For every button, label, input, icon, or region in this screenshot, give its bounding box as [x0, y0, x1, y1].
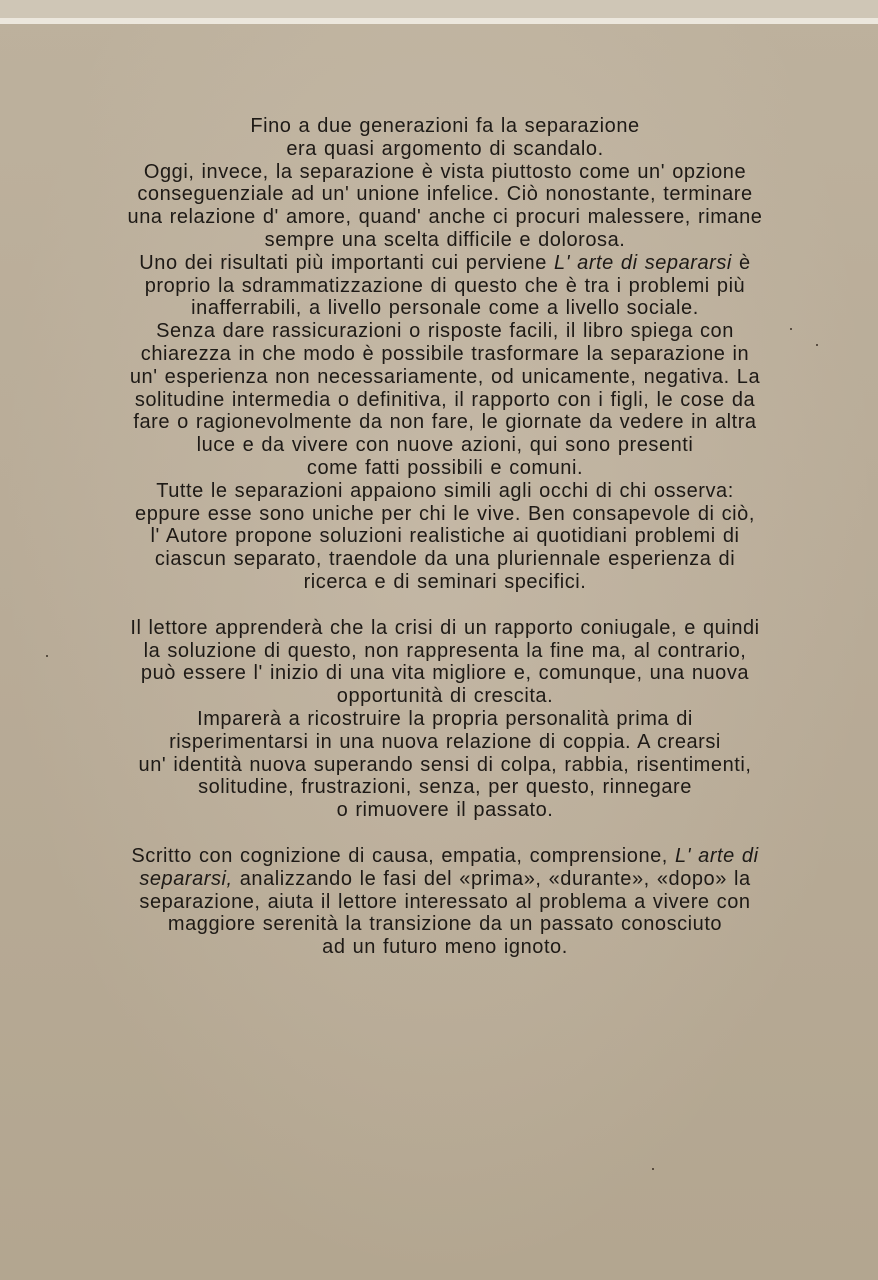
text-fragment: Uno dei risultati più importanti cui perviene: [139, 251, 555, 274]
text-line: opportunità di crescita.: [336, 685, 554, 708]
print-speck: [652, 1168, 654, 1170]
paragraph-gap: [100, 594, 790, 617]
text-line: separazione, aiuta il lettore interessato al problema a vivere con: [139, 890, 751, 913]
text-line: ricerca e di seminari specifici.: [303, 570, 587, 593]
text-line: o rimuovere il passato.: [336, 799, 554, 822]
print-speck: [46, 655, 48, 657]
text-line: proprio la sdrammatizzazione di questo che è tra i problemi più: [144, 274, 746, 297]
text-line: solitudine intermedia o definitiva, il rapporto con i figli, le cose da: [134, 388, 756, 411]
text-fragment: analizzando le fasi del «prima», «durante», «dopo» la: [232, 867, 751, 890]
text-line: Imparerà a ricostruire la propria personalità prima di: [197, 707, 693, 730]
top-white-rule: [0, 18, 878, 24]
text-line: Tutte le separazioni appaiono simili agli occhi di chi osserva:: [156, 479, 734, 502]
text-line: Senza dare rassicurazioni o risposte facili, il libro spiega con: [156, 320, 734, 343]
text-line: solitudine, frustrazioni, senza, per questo, rinnegare: [198, 776, 692, 799]
text-line: Oggi, invece, la separazione è vista piuttosto come un' opzione: [143, 160, 747, 183]
text-line: una relazione d' amore, quand' anche ci procuri malessere, rimane: [127, 206, 763, 229]
text-line: [100, 845, 790, 868]
text-line: eppure esse sono uniche per chi le vive. Ben consapevole di ciò,: [135, 502, 755, 525]
text-line: inafferrabili, a livello personale come a livello sociale.: [191, 297, 699, 320]
text-line: risperimentarsi in una nuova relazione di coppia. A crearsi: [169, 730, 721, 753]
text-line: fare o ragionevolmente da non fare, le giornate da vedere in altra: [133, 411, 757, 434]
print-speck: [816, 344, 818, 346]
paragraph-intro: [100, 115, 790, 594]
text-line: l' Autore propone soluzioni realistiche ai quotidiani problemi di: [150, 525, 740, 548]
text-line: maggiore serenità la transizione da un passato conosciuto: [167, 913, 723, 936]
text-line: luce e da vivere con nuove azioni, qui sono presenti: [196, 434, 694, 457]
text-line: un' identità nuova superando sensi di colpa, rabbia, risentimenti,: [138, 753, 752, 776]
text-line: la soluzione di questo, non rappresenta la fine ma, al contrario,: [143, 639, 747, 662]
text-line: era quasi argomento di scandalo.: [286, 137, 604, 160]
paragraph-reader: [100, 617, 790, 822]
text-line: ad un futuro meno ignoto.: [322, 936, 568, 959]
text-line: un' esperienza non necessariamente, od unicamente, negativa. La: [129, 365, 761, 388]
text-fragment: è: [731, 251, 751, 274]
text-line: ciascun separato, traendole da una pluriennale esperienza di: [154, 548, 736, 571]
text-line: chiarezza in che modo è possibile trasformare la separazione in: [140, 342, 750, 365]
blurb-text: [100, 115, 790, 959]
text-line: come fatti possibili e comuni.: [306, 456, 584, 479]
paragraph-closing: [100, 845, 790, 959]
text-line: [100, 252, 790, 275]
print-speck: [790, 328, 792, 330]
text-fragment: Scritto con cognizione di causa, empatia, comprensione,: [131, 844, 676, 867]
text-line: può essere l' inizio di una vita migliore e, comunque, una nuova: [140, 662, 750, 685]
paragraph-gap: [100, 822, 790, 845]
book-title: L' arte di: [675, 844, 759, 867]
book-title: L' arte di separarsi: [554, 251, 732, 274]
text-line: conseguenziale ad un' unione infelice. Ciò nonostante, terminare: [137, 183, 753, 206]
top-border-strip: [0, 0, 878, 18]
text-line: Il lettore apprenderà che la crisi di un rapporto coniugale, e quindi: [130, 616, 760, 639]
text-line: sempre una scelta difficile e dolorosa.: [264, 228, 626, 251]
book-title: separarsi,: [139, 867, 233, 890]
text-line: [100, 868, 790, 891]
text-line: Fino a due generazioni fa la separazione: [250, 115, 640, 137]
